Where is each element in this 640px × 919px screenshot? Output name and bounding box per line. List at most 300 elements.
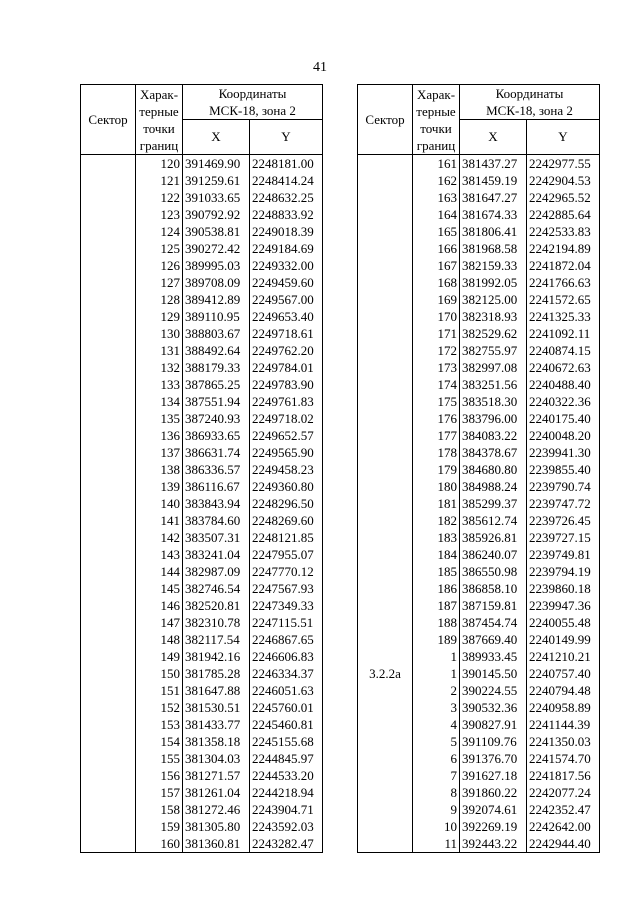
cell-sector	[81, 172, 136, 189]
cell-sector	[81, 359, 136, 376]
cell-point-number: 159	[136, 818, 183, 835]
table-row	[358, 767, 600, 784]
table-row	[81, 393, 323, 410]
table-row	[358, 546, 600, 563]
table-row	[358, 682, 600, 699]
cell-point-number: 182	[413, 512, 460, 529]
cell-sector	[358, 784, 413, 801]
cell-point-number: 139	[136, 478, 183, 495]
cell-point-number: 11	[413, 835, 460, 853]
cell-x: 392269.19	[460, 818, 527, 835]
cell-y: 2247349.33	[250, 597, 323, 614]
cell-point-number: 163	[413, 189, 460, 206]
header-coordinates: Координаты МСК-18, зона 2	[460, 85, 600, 120]
cell-point-number: 123	[136, 206, 183, 223]
cell-sector	[81, 342, 136, 359]
cell-point-number: 170	[413, 308, 460, 325]
cell-y: 2246051.63	[250, 682, 323, 699]
cell-y: 2249360.80	[250, 478, 323, 495]
cell-sector	[358, 512, 413, 529]
cell-x: 384680.80	[460, 461, 527, 478]
page-number: 41	[313, 60, 327, 75]
cell-sector	[358, 733, 413, 750]
cell-y: 2249652.57	[250, 427, 323, 444]
cell-y: 2247770.12	[250, 563, 323, 580]
cell-y: 2242352.47	[527, 801, 600, 818]
table-row	[358, 257, 600, 274]
table-row	[358, 648, 600, 665]
table-row	[358, 427, 600, 444]
table-row	[81, 631, 323, 648]
cell-point-number: 155	[136, 750, 183, 767]
cell-y: 2247115.51	[250, 614, 323, 631]
cell-sector	[358, 597, 413, 614]
cell-x: 381360.81	[183, 835, 250, 853]
table-row	[358, 444, 600, 461]
cell-point-number: 6	[413, 750, 460, 767]
cell-y: 2249459.60	[250, 274, 323, 291]
cell-y: 2248833.92	[250, 206, 323, 223]
cell-x: 388179.33	[183, 359, 250, 376]
cell-x: 381992.05	[460, 274, 527, 291]
cell-point-number: 147	[136, 614, 183, 631]
table-row	[81, 580, 323, 597]
cell-point-number: 151	[136, 682, 183, 699]
cell-point-number: 160	[136, 835, 183, 853]
cell-y: 2239747.72	[527, 495, 600, 512]
cell-y: 2241144.39	[527, 716, 600, 733]
cell-x: 390145.50	[460, 665, 527, 682]
cell-y: 2240488.40	[527, 376, 600, 393]
cell-y: 2239794.19	[527, 563, 600, 580]
cell-point-number: 176	[413, 410, 460, 427]
cell-x: 382520.81	[183, 597, 250, 614]
table-row	[358, 597, 600, 614]
cell-x: 383784.60	[183, 512, 250, 529]
cell-y: 2240874.15	[527, 342, 600, 359]
table-row	[358, 393, 600, 410]
cell-sector	[81, 427, 136, 444]
cell-point-number: 173	[413, 359, 460, 376]
cell-x: 386336.57	[183, 461, 250, 478]
cell-point-number: 150	[136, 665, 183, 682]
cell-point-number: 7	[413, 767, 460, 784]
cell-x: 383241.04	[183, 546, 250, 563]
cell-sector	[81, 648, 136, 665]
cell-point-number: 129	[136, 308, 183, 325]
cell-y: 2242977.55	[527, 155, 600, 173]
cell-sector	[358, 291, 413, 308]
table-row	[81, 699, 323, 716]
cell-x: 381647.88	[183, 682, 250, 699]
cell-x: 381358.18	[183, 733, 250, 750]
cell-x: 388492.64	[183, 342, 250, 359]
cell-y: 2244533.20	[250, 767, 323, 784]
cell-y: 2242642.00	[527, 818, 600, 835]
cell-point-number: 179	[413, 461, 460, 478]
cell-sector	[81, 597, 136, 614]
table-row	[81, 325, 323, 342]
cell-sector	[358, 206, 413, 223]
cell-y: 2242077.24	[527, 784, 600, 801]
cell-point-number: 127	[136, 274, 183, 291]
cell-x: 382159.33	[460, 257, 527, 274]
cell-y: 2248181.00	[250, 155, 323, 173]
cell-y: 2242944.40	[527, 835, 600, 853]
cell-sector	[81, 206, 136, 223]
cell-sector	[358, 478, 413, 495]
cell-sector	[81, 801, 136, 818]
cell-y: 2241872.04	[527, 257, 600, 274]
cell-point-number: 125	[136, 240, 183, 257]
cell-point-number: 136	[136, 427, 183, 444]
cell-point-number: 186	[413, 580, 460, 597]
cell-y: 2240958.89	[527, 699, 600, 716]
cell-x: 386858.10	[460, 580, 527, 597]
cell-x: 391033.65	[183, 189, 250, 206]
cell-x: 382746.54	[183, 580, 250, 597]
table-row	[81, 359, 323, 376]
cell-x: 386116.67	[183, 478, 250, 495]
cell-sector	[81, 614, 136, 631]
table-row	[81, 410, 323, 427]
cell-y: 2242194.89	[527, 240, 600, 257]
table-row	[358, 801, 600, 818]
cell-point-number: 162	[413, 172, 460, 189]
cell-y: 2240672.63	[527, 359, 600, 376]
cell-x: 388803.67	[183, 325, 250, 342]
cell-y: 2249332.00	[250, 257, 323, 274]
cell-sector	[358, 631, 413, 648]
cell-y: 2242885.64	[527, 206, 600, 223]
cell-x: 386933.65	[183, 427, 250, 444]
cell-y: 2241325.33	[527, 308, 600, 325]
table-row	[358, 376, 600, 393]
cell-point-number: 164	[413, 206, 460, 223]
cell-point-number: 3	[413, 699, 460, 716]
cell-sector	[81, 665, 136, 682]
cell-point-number: 183	[413, 529, 460, 546]
table-row	[81, 835, 323, 853]
cell-x: 382755.97	[460, 342, 527, 359]
header-x: X	[183, 120, 250, 155]
cell-sector	[81, 733, 136, 750]
header-points: Харак- терные точки границ	[136, 85, 183, 155]
cell-sector	[358, 750, 413, 767]
cell-point-number: 158	[136, 801, 183, 818]
cell-x: 381674.33	[460, 206, 527, 223]
cell-sector	[358, 546, 413, 563]
cell-x: 391469.90	[183, 155, 250, 173]
cell-point-number: 145	[136, 580, 183, 597]
cell-point-number: 138	[136, 461, 183, 478]
cell-x: 390792.92	[183, 206, 250, 223]
cell-point-number: 157	[136, 784, 183, 801]
header-y: Y	[527, 120, 600, 155]
cell-x: 389110.95	[183, 308, 250, 325]
cell-y: 2245460.81	[250, 716, 323, 733]
cell-point-number: 161	[413, 155, 460, 173]
table-row	[358, 274, 600, 291]
cell-x: 381272.46	[183, 801, 250, 818]
cell-x: 383507.31	[183, 529, 250, 546]
cell-x: 391376.70	[460, 750, 527, 767]
cell-sector	[81, 580, 136, 597]
cell-y: 2249184.69	[250, 240, 323, 257]
cell-x: 387865.25	[183, 376, 250, 393]
cell-y: 2245155.68	[250, 733, 323, 750]
table-row	[358, 750, 600, 767]
header-x: X	[460, 120, 527, 155]
table-row	[81, 274, 323, 291]
table-row	[358, 291, 600, 308]
header-points: Харак- терные точки границ	[413, 85, 460, 155]
cell-point-number: 174	[413, 376, 460, 393]
table-row	[81, 546, 323, 563]
cell-y: 2248121.85	[250, 529, 323, 546]
cell-point-number: 1	[413, 648, 460, 665]
cell-y: 2243282.47	[250, 835, 323, 853]
table-row	[81, 257, 323, 274]
cell-y: 2245760.01	[250, 699, 323, 716]
cell-x: 382318.93	[460, 308, 527, 325]
table-row	[358, 716, 600, 733]
cell-x: 381785.28	[183, 665, 250, 682]
cell-sector	[358, 257, 413, 274]
cell-x: 382529.62	[460, 325, 527, 342]
cell-x: 385299.37	[460, 495, 527, 512]
cell-sector	[358, 801, 413, 818]
cell-x: 381968.58	[460, 240, 527, 257]
cell-x: 389995.03	[183, 257, 250, 274]
cell-x: 381433.77	[183, 716, 250, 733]
cell-x: 381942.16	[183, 648, 250, 665]
cell-y: 2239855.40	[527, 461, 600, 478]
cell-sector	[81, 478, 136, 495]
cell-x: 389708.09	[183, 274, 250, 291]
cell-x: 390827.91	[460, 716, 527, 733]
cell-sector	[81, 512, 136, 529]
table-row	[81, 206, 323, 223]
cell-x: 381271.57	[183, 767, 250, 784]
cell-point-number: 185	[413, 563, 460, 580]
cell-y: 2239790.74	[527, 478, 600, 495]
table-row	[358, 495, 600, 512]
cell-sector	[81, 750, 136, 767]
cell-point-number: 146	[136, 597, 183, 614]
table-row	[358, 189, 600, 206]
cell-y: 2241350.03	[527, 733, 600, 750]
cell-x: 387240.93	[183, 410, 250, 427]
table-row	[81, 189, 323, 206]
cell-y: 2249653.40	[250, 308, 323, 325]
table-row	[81, 172, 323, 189]
table-row	[358, 818, 600, 835]
table-row	[81, 291, 323, 308]
table-row	[81, 665, 323, 682]
cell-x: 381437.27	[460, 155, 527, 173]
cell-x: 381530.51	[183, 699, 250, 716]
cell-x: 391259.61	[183, 172, 250, 189]
table-row	[81, 682, 323, 699]
table-row	[358, 580, 600, 597]
cell-y: 2249718.61	[250, 325, 323, 342]
cell-x: 392443.22	[460, 835, 527, 853]
cell-y: 2240149.99	[527, 631, 600, 648]
table-row	[81, 801, 323, 818]
cell-y: 2239726.45	[527, 512, 600, 529]
cell-point-number: 149	[136, 648, 183, 665]
table-row	[81, 750, 323, 767]
cell-point-number: 177	[413, 427, 460, 444]
cell-sector	[358, 614, 413, 631]
cell-point-number: 172	[413, 342, 460, 359]
cell-sector	[81, 835, 136, 853]
cell-point-number: 188	[413, 614, 460, 631]
cell-sector	[81, 393, 136, 410]
cell-y: 2240757.40	[527, 665, 600, 682]
table-row	[358, 784, 600, 801]
cell-sector	[358, 325, 413, 342]
cell-sector	[81, 274, 136, 291]
table-row	[358, 665, 600, 682]
cell-point-number: 131	[136, 342, 183, 359]
cell-x: 381647.27	[460, 189, 527, 206]
table-row	[81, 444, 323, 461]
cell-sector	[358, 172, 413, 189]
cell-y: 2248414.24	[250, 172, 323, 189]
table-row	[81, 308, 323, 325]
cell-sector	[81, 291, 136, 308]
cell-sector	[358, 393, 413, 410]
table-row	[358, 563, 600, 580]
cell-point-number: 10	[413, 818, 460, 835]
cell-point-number: 175	[413, 393, 460, 410]
cell-point-number: 153	[136, 716, 183, 733]
cell-point-number: 132	[136, 359, 183, 376]
cell-y: 2249761.83	[250, 393, 323, 410]
table-row	[81, 223, 323, 240]
cell-sector	[358, 444, 413, 461]
cell-point-number: 121	[136, 172, 183, 189]
table-row	[358, 461, 600, 478]
table-row	[81, 597, 323, 614]
cell-y: 2248269.60	[250, 512, 323, 529]
cell-y: 2239947.36	[527, 597, 600, 614]
cell-y: 2249018.39	[250, 223, 323, 240]
cell-x: 391627.18	[460, 767, 527, 784]
cell-y: 2249783.90	[250, 376, 323, 393]
cell-x: 390532.36	[460, 699, 527, 716]
cell-y: 2239749.81	[527, 546, 600, 563]
cell-sector	[358, 410, 413, 427]
cell-sector	[81, 767, 136, 784]
cell-x: 386631.74	[183, 444, 250, 461]
cell-point-number: 4	[413, 716, 460, 733]
table-row	[81, 478, 323, 495]
header-y: Y	[250, 120, 323, 155]
cell-y: 2241766.63	[527, 274, 600, 291]
table-row	[81, 648, 323, 665]
coordinates-table-right	[357, 84, 600, 853]
cell-y: 2240048.20	[527, 427, 600, 444]
cell-point-number: 122	[136, 189, 183, 206]
table-row	[81, 563, 323, 580]
cell-point-number: 171	[413, 325, 460, 342]
cell-x: 391109.76	[460, 733, 527, 750]
cell-point-number: 133	[136, 376, 183, 393]
cell-y: 2240322.36	[527, 393, 600, 410]
cell-sector	[358, 342, 413, 359]
cell-sector	[358, 835, 413, 853]
cell-y: 2249784.01	[250, 359, 323, 376]
table-row	[358, 223, 600, 240]
cell-point-number: 169	[413, 291, 460, 308]
cell-sector	[81, 308, 136, 325]
cell-sector	[358, 716, 413, 733]
cell-x: 389412.89	[183, 291, 250, 308]
cell-point-number: 143	[136, 546, 183, 563]
table-row	[358, 308, 600, 325]
cell-sector	[358, 240, 413, 257]
header-sector: Сектор	[81, 85, 136, 155]
table-row	[358, 529, 600, 546]
cell-point-number: 166	[413, 240, 460, 257]
cell-x: 382997.08	[460, 359, 527, 376]
cell-sector	[358, 495, 413, 512]
cell-sector	[358, 648, 413, 665]
cell-y: 2242533.83	[527, 223, 600, 240]
table-row	[81, 342, 323, 359]
cell-point-number: 2	[413, 682, 460, 699]
cell-x: 390224.55	[460, 682, 527, 699]
cell-point-number: 156	[136, 767, 183, 784]
cell-y: 2239941.30	[527, 444, 600, 461]
cell-point-number: 187	[413, 597, 460, 614]
cell-x: 383518.30	[460, 393, 527, 410]
cell-y: 2241092.11	[527, 325, 600, 342]
cell-point-number: 168	[413, 274, 460, 291]
cell-sector	[81, 444, 136, 461]
cell-y: 2240175.40	[527, 410, 600, 427]
cell-point-number: 178	[413, 444, 460, 461]
cell-y: 2249458.23	[250, 461, 323, 478]
table-row	[81, 155, 323, 173]
cell-point-number: 120	[136, 155, 183, 173]
header-coordinates: Координаты МСК-18, зона 2	[183, 85, 323, 120]
cell-sector: 3.2.2а	[358, 665, 413, 682]
cell-sector	[358, 818, 413, 835]
cell-x: 382987.09	[183, 563, 250, 580]
table-row	[358, 478, 600, 495]
cell-y: 2240794.48	[527, 682, 600, 699]
cell-x: 381806.41	[460, 223, 527, 240]
cell-x: 384378.67	[460, 444, 527, 461]
cell-x: 386550.98	[460, 563, 527, 580]
cell-y: 2239860.18	[527, 580, 600, 597]
cell-y: 2241817.56	[527, 767, 600, 784]
cell-point-number: 137	[136, 444, 183, 461]
table-row	[358, 342, 600, 359]
cell-x: 389933.45	[460, 648, 527, 665]
cell-x: 381305.80	[183, 818, 250, 835]
cell-sector	[358, 580, 413, 597]
cell-sector	[81, 325, 136, 342]
cell-x: 381459.19	[460, 172, 527, 189]
cell-sector	[358, 376, 413, 393]
cell-x: 382125.00	[460, 291, 527, 308]
cell-x: 387454.74	[460, 614, 527, 631]
